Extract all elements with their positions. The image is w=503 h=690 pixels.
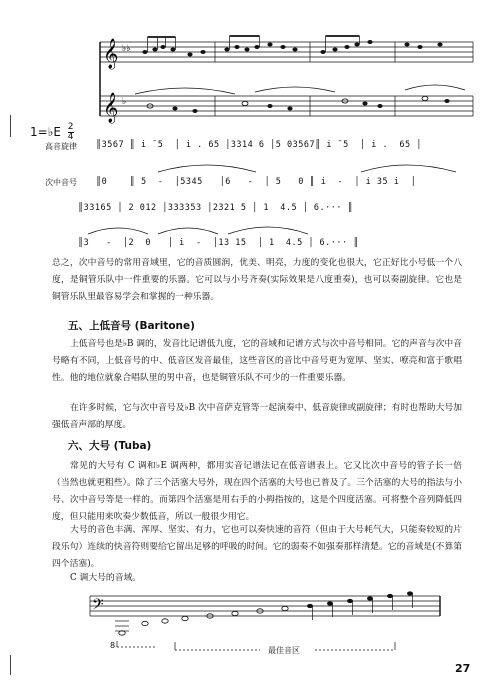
- tuba-range-staff: [85, 590, 445, 658]
- svg-text:𝄞: 𝄞: [103, 39, 119, 69]
- paragraph-tuba-range-caption: C 调大号的音域。: [70, 573, 142, 583]
- paragraph-tuba-types: 常见的大号有 C 调和♭E 调两种，都用实音记谱法记在低音谱表上。它又比次中音号的管子长一倍（当然也就更粗些）。除了三个活塞大号外，现在四个活塞的大号也已普及了。三个活塞的大号的指法与小号、次中音号等是一样的。而第四个活塞是用右手的小拇指按的，这是个四度活塞。可将整个音列降低四度，但只能用来吹奏少数低音，所以一般很少用它。: [52, 461, 462, 522]
- paragraph-baritone-usage: 在许多时候，它与次中音号及♭B 次中音萨克管等一起演奏中、低音旋律或副旋律；有时也帮助大号加强低音声部的厚度。: [52, 403, 462, 430]
- ottava-mark: 8: [110, 641, 116, 650]
- part-label-tenor-horn: 次中音号: [45, 178, 77, 187]
- score-row2-slurs: [78, 220, 478, 238]
- music-staff-top: [95, 34, 475, 129]
- score-row1-upper: ║3567 ║ i ¯5 │ i . 65 │3314 6 │5 03567║ i ¯5 │ i . 65 │: [96, 140, 422, 150]
- paragraph-summary: 总之，次中音号的常用音域里，它的音质圆润，优美、明亮，力度的变化也很大，它正好比小号低一个八度，是铜管乐队中一件重要的乐器。它可以与小号齐奏(实际效果是八度重奏)，也可以奏副旋律。它也是铜管乐队里最容易学会和掌握的一种乐器。: [52, 258, 462, 302]
- page-number: 27: [455, 662, 471, 675]
- key-pitch: 1=♭E: [30, 125, 61, 139]
- paragraph-baritone-description: 上低音号也是♭B 调的，发音比记谱低九度，它的音域和记谱方式与次中音号相同。它的声音与次中音号略有不同，上低音号的中、低音区发音最佳，这些音区的音比中音号更为宽厚、坚实、嘹亮和富于歌唱性。他的地位就象合唱队里的男中音，也是铜管乐队不可少的一件重要乐器。: [52, 339, 462, 383]
- paragraph-tuba-timbre: 大号的音色丰满、浑厚、坚实、有力，它也可以奏快速的音符（但由于大号耗气大，只能奏较短的片段乐句）连续的快音符则要给它留出足够的呼吸的时间。它的弱奏不如强奏那样清楚。它的音域是(不算第四个活塞)。: [52, 525, 462, 569]
- score-row2-lower: ║3 - │2 0 │ i - │13 15 │ 1 4.5 │ 6.··· ║: [78, 238, 359, 248]
- time-denominator: 4: [67, 132, 74, 142]
- score-row1-lower: ║0 ║ 5 - │5345 │6 - │ 5 0 ║ i - │ i 35 i │: [96, 177, 417, 187]
- section-heading-tuba: 六、大号 (Tuba): [68, 440, 152, 452]
- svg-text:♭♭: ♭♭: [122, 44, 131, 54]
- time-numerator: 2: [67, 122, 74, 132]
- key-signature: [30, 123, 74, 142]
- svg-text:♭: ♭: [122, 97, 127, 107]
- section-heading-baritone: 五、上低音号 (Baritone): [68, 320, 195, 332]
- score-row1-slurs: [96, 160, 476, 176]
- score-row2-upper: ║33165 │ 2 012 │333353 │2321 5 │ 1 4.5 │ 6.··· ║: [78, 203, 354, 213]
- part-label-melody: 高音旋律: [45, 142, 77, 151]
- svg-text:𝄞: 𝄞: [103, 93, 119, 123]
- margin-mark: [10, 115, 11, 137]
- margin-mark: [10, 655, 11, 675]
- svg-text:𝄢: 𝄢: [92, 596, 104, 617]
- best-range-label: 最佳音区: [268, 646, 300, 655]
